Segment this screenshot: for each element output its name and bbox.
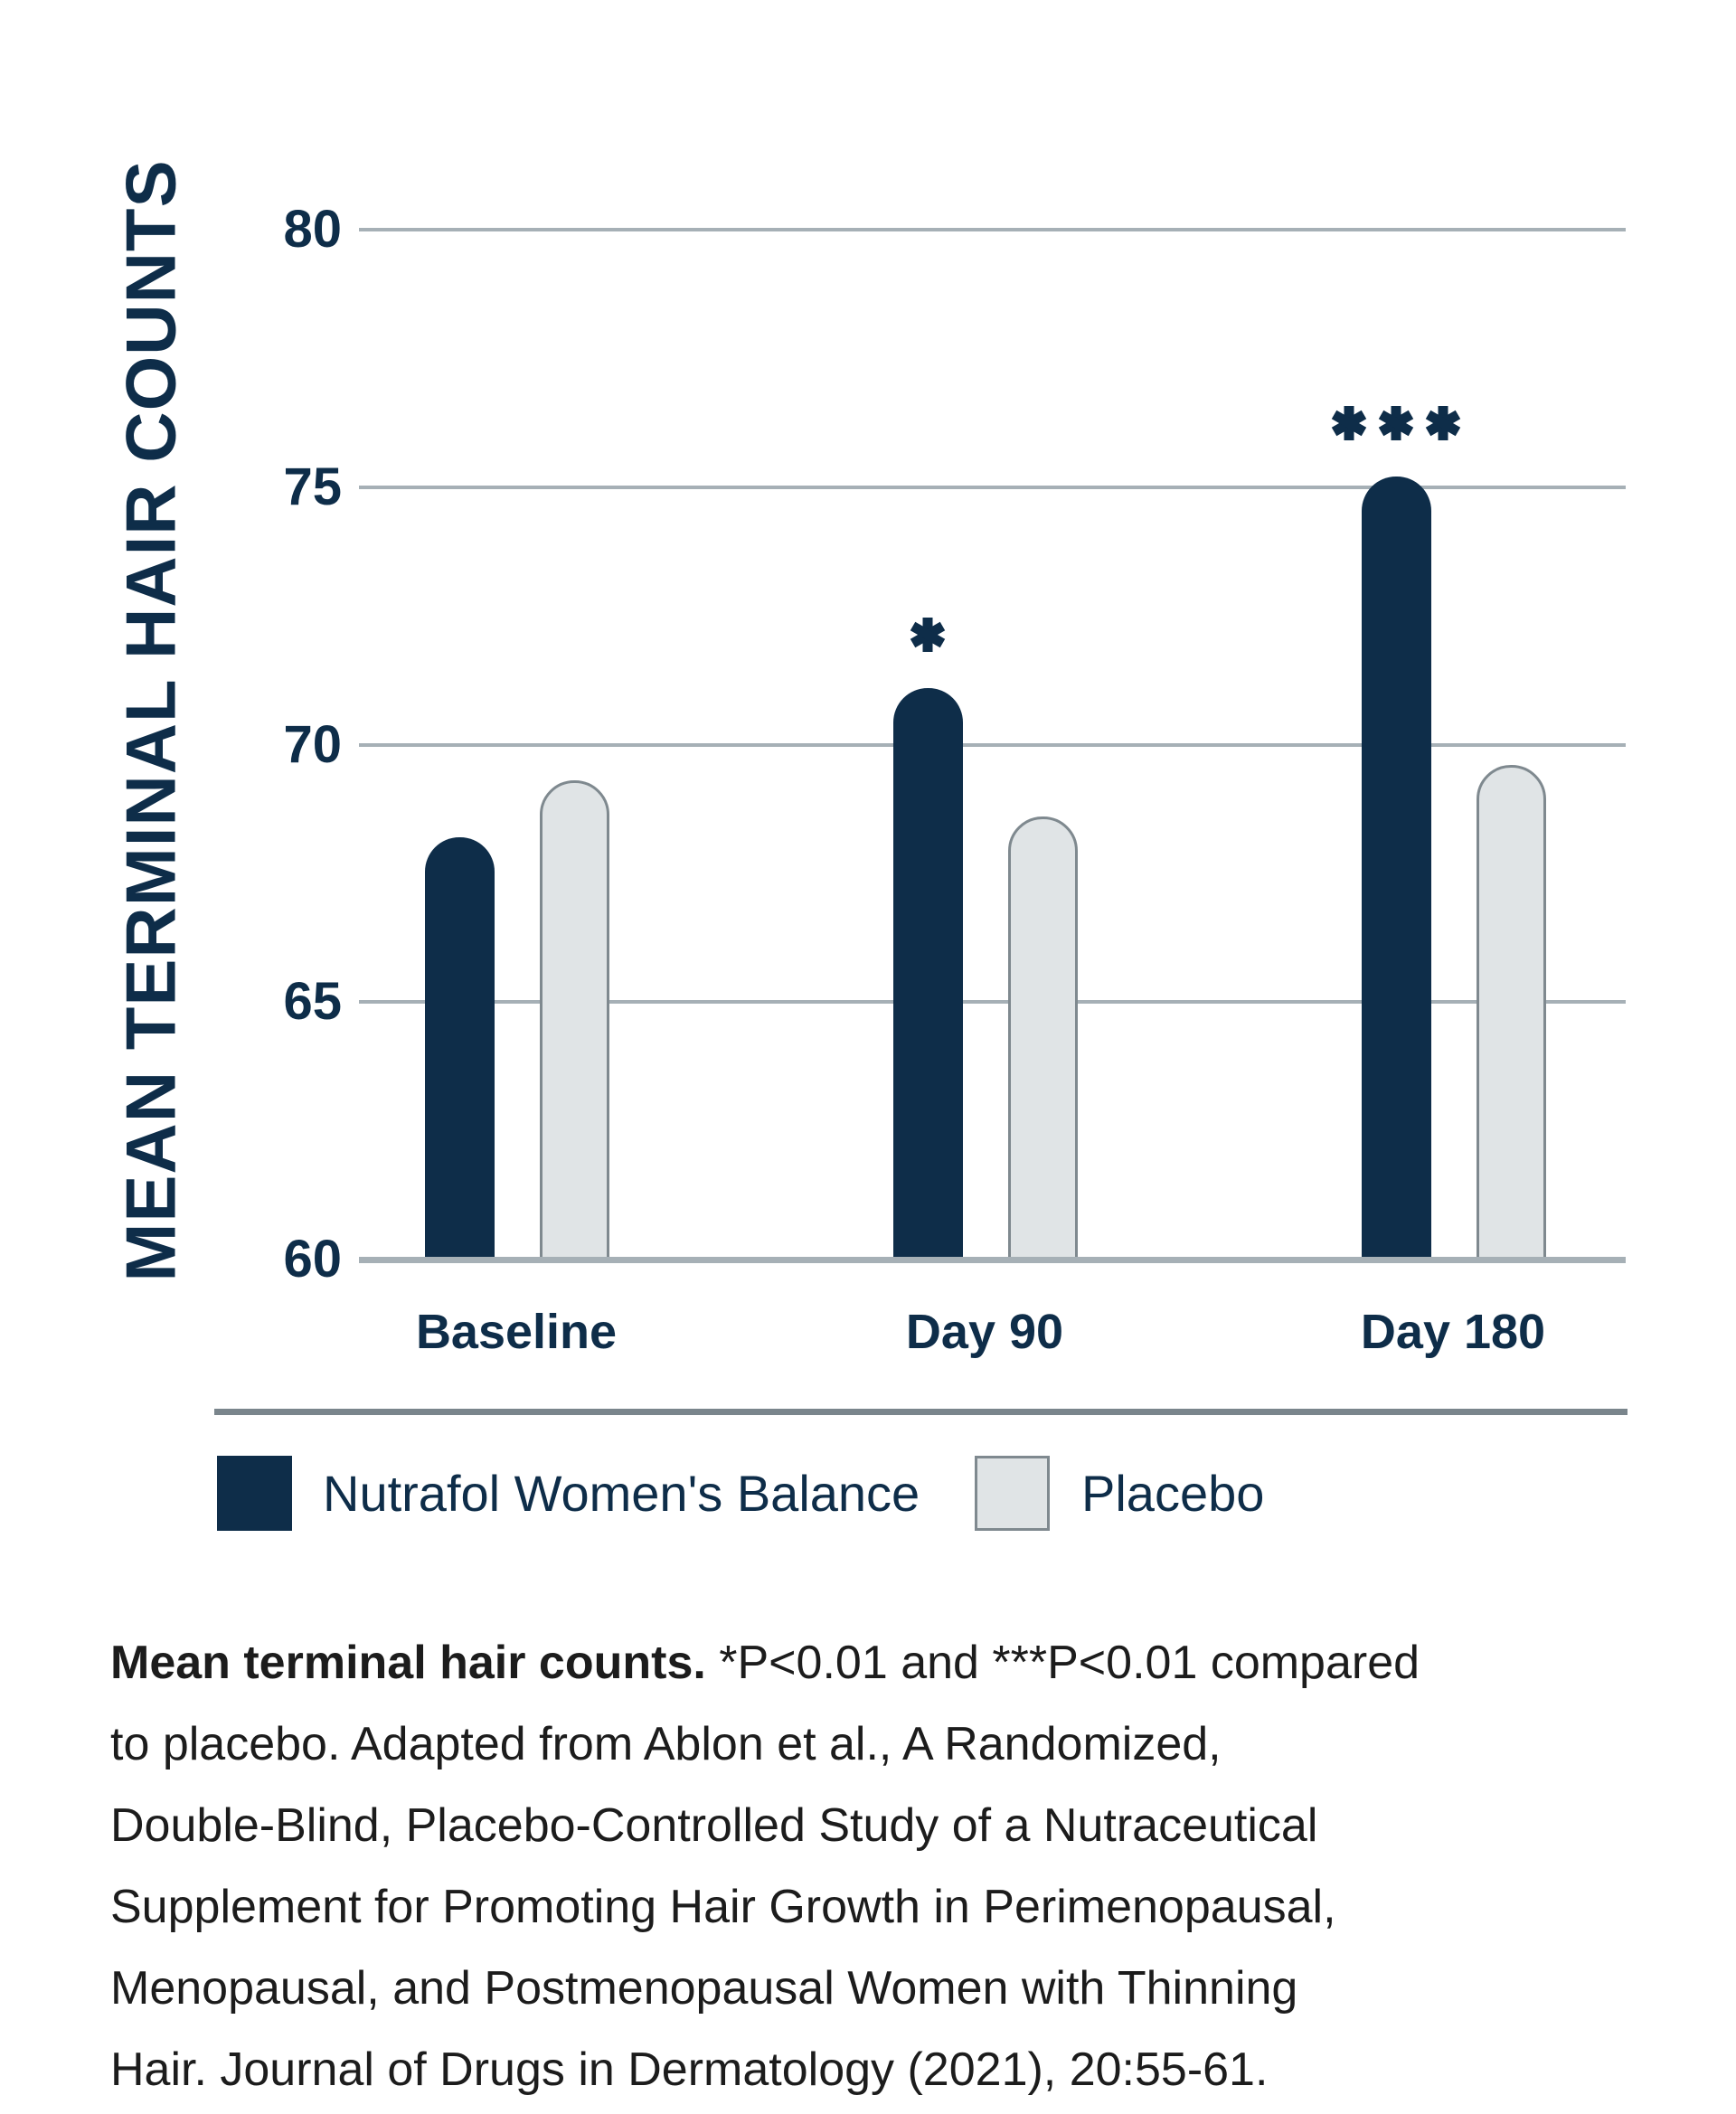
caption-line-3: Double-Blind, Placebo-Controlled Study of a Nutraceutical xyxy=(110,1799,1318,1852)
caption-line-5: Menopausal, and Postmenopausal Women with Thinning xyxy=(110,1962,1298,2015)
caption-line-1-rest: *P<0.01 and ***P<0.01 compared xyxy=(705,1637,1420,1689)
y-axis-title: MEAN TERMINAL HAIR COUNTS xyxy=(110,159,191,1282)
asterisk-icon xyxy=(1422,405,1464,441)
bar-placebo-day90 xyxy=(1008,816,1078,1260)
caption-line-4: Supplement for Promoting Hair Growth in Perimenopausal, xyxy=(110,1881,1336,1933)
bar-placebo-day180 xyxy=(1477,765,1546,1260)
bar-nutrafol-day180 xyxy=(1362,477,1431,1260)
asterisk-icon xyxy=(907,617,948,653)
y-tick-75: 75 xyxy=(283,458,342,516)
legend-separator xyxy=(214,1409,1628,1415)
significance-annotation-day180 xyxy=(1328,405,1464,441)
x-label-baseline: Baseline xyxy=(415,1305,618,1359)
bar-nutrafol-day90 xyxy=(893,688,963,1260)
y-tick-70: 70 xyxy=(283,715,342,774)
legend-label-nutrafol: Nutrafol Women's Balance xyxy=(323,1465,920,1522)
gridline-70 xyxy=(359,743,1626,747)
bar-nutrafol-baseline xyxy=(425,837,495,1260)
bar-placebo-baseline xyxy=(540,780,609,1260)
caption-line-2: to placebo. Adapted from Ablon et al., A Randomized, xyxy=(110,1718,1222,1770)
caption-line-1 xyxy=(110,1622,1665,1703)
x-axis-line xyxy=(359,1257,1626,1263)
legend-label-placebo: Placebo xyxy=(1081,1465,1265,1522)
gridline-75 xyxy=(359,486,1626,489)
x-label-day90: Day 90 xyxy=(905,1305,1064,1359)
caption-line-6: Hair. Journal of Drugs in Dermatology (2021), 20:55-61. xyxy=(110,2043,1269,2096)
legend-swatch-nutrafol xyxy=(217,1456,292,1531)
asterisk-icon xyxy=(1375,405,1417,441)
caption xyxy=(110,1622,1665,2110)
asterisk-icon xyxy=(1328,405,1370,441)
y-tick-80: 80 xyxy=(283,200,342,259)
caption-lead: Mean terminal hair counts. xyxy=(110,1637,706,1689)
y-tick-65: 65 xyxy=(283,972,342,1031)
gridline-80 xyxy=(359,228,1626,231)
significance-annotation-day90 xyxy=(907,617,948,653)
plot-area xyxy=(359,230,1626,1260)
y-tick-60: 60 xyxy=(283,1230,342,1288)
legend-swatch-placebo xyxy=(975,1456,1050,1531)
x-label-day180: Day 180 xyxy=(1360,1305,1546,1359)
